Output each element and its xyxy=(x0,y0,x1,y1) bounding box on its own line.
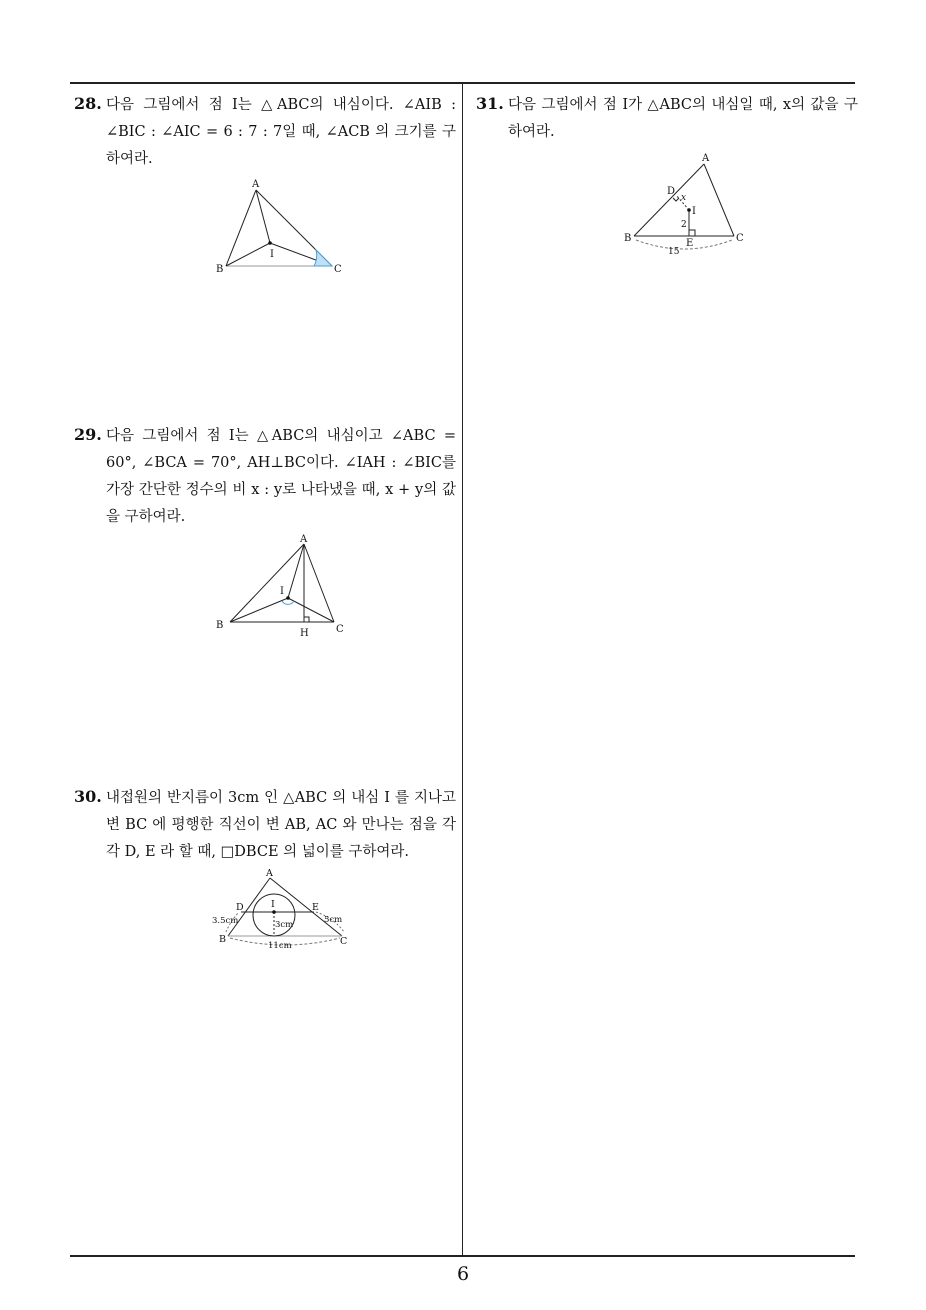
right-angle-e xyxy=(689,230,695,236)
segment-ac xyxy=(704,164,734,236)
right-angle-h xyxy=(304,617,309,622)
label-bc-length: 11cm xyxy=(268,941,292,951)
label-x: x xyxy=(681,193,687,203)
segment-ac xyxy=(304,544,334,622)
question-28 xyxy=(74,90,456,173)
question-text: 다음 그림에서 점 I는 △ABC의 내심이고 ∠ABC = 60°, ∠BCA = 70°, AH⊥BC이다. ∠IAH : ∠BIC를 가장 간단한 정수의 비 x : y로 나타냈을 때, x + y의 값을 구하여라. xyxy=(106,428,456,525)
label-h: H xyxy=(300,628,309,639)
label-bc-length: 15 xyxy=(668,247,680,257)
point-i xyxy=(272,910,276,914)
label-c: C xyxy=(334,264,342,275)
figure-31 xyxy=(618,148,758,258)
question-number: 30. xyxy=(74,787,102,806)
figure-30 xyxy=(206,868,366,953)
angle-c-mark xyxy=(314,250,332,266)
segment-bi xyxy=(226,243,270,266)
label-radius: 3cm xyxy=(275,920,294,930)
label-c: C xyxy=(336,624,344,635)
label-i: I xyxy=(280,586,284,597)
question-31 xyxy=(476,90,858,146)
right-angle-d xyxy=(673,198,679,201)
label-d: D xyxy=(236,902,244,913)
column-divider xyxy=(462,82,463,1257)
label-ie-length: 2 xyxy=(681,220,687,230)
segment-ab xyxy=(226,190,256,266)
question-text: 다음 그림에서 점 I가 △ABC의 내심일 때, x의 값을 구하여라. xyxy=(508,97,858,140)
question-text: 다음 그림에서 점 I는 △ABC의 내심이다. ∠AIB : ∠BIC : ∠AIC = 6 : 7 : 7일 때, ∠ACB 의 크기를 구하여라. xyxy=(106,97,456,167)
label-c: C xyxy=(736,233,744,244)
label-b: B xyxy=(219,934,226,945)
label-e: E xyxy=(312,902,319,913)
question-30 xyxy=(74,783,456,866)
label-b: B xyxy=(216,620,224,631)
label-i: I xyxy=(270,249,274,260)
label-a: A xyxy=(252,179,260,190)
segment-ci xyxy=(288,598,334,622)
point-i xyxy=(687,208,691,212)
label-a: A xyxy=(266,868,273,879)
label-i: I xyxy=(692,206,696,217)
label-i: I xyxy=(271,899,275,910)
angle-bic-mark xyxy=(282,601,294,604)
figure-28 xyxy=(210,178,380,278)
label-b: B xyxy=(216,264,224,275)
question-number: 28. xyxy=(74,94,102,113)
label-bd-length: 3.5cm xyxy=(212,916,239,926)
label-d: D xyxy=(667,186,676,197)
label-a: A xyxy=(702,153,710,164)
label-ec-length: 5cm xyxy=(324,915,343,925)
arc-bc xyxy=(636,240,732,249)
segment-ai xyxy=(256,190,270,243)
point-i xyxy=(286,596,290,600)
segment-ab xyxy=(228,878,270,936)
question-number: 29. xyxy=(74,425,102,444)
label-e: E xyxy=(686,238,694,249)
figure-29 xyxy=(210,532,360,642)
question-29 xyxy=(74,421,456,531)
bottom-rule xyxy=(70,1255,855,1257)
segment-bi xyxy=(230,598,288,622)
page-number: 6 xyxy=(456,1263,470,1285)
point-i xyxy=(268,241,272,245)
label-a: A xyxy=(300,534,308,545)
question-number: 31. xyxy=(476,94,504,113)
segment-ab xyxy=(634,164,704,236)
label-b: B xyxy=(624,233,632,244)
question-text: 내접원의 반지름이 3cm 인 △ABC 의 내심 I 를 지나고 변 BC 에 평행한 직선이 변 AB, AC 와 만나는 점을 각각 D, E 라 할 때, □DBCE 의 넓이를 구하여라. xyxy=(106,790,456,860)
label-c: C xyxy=(340,936,348,947)
